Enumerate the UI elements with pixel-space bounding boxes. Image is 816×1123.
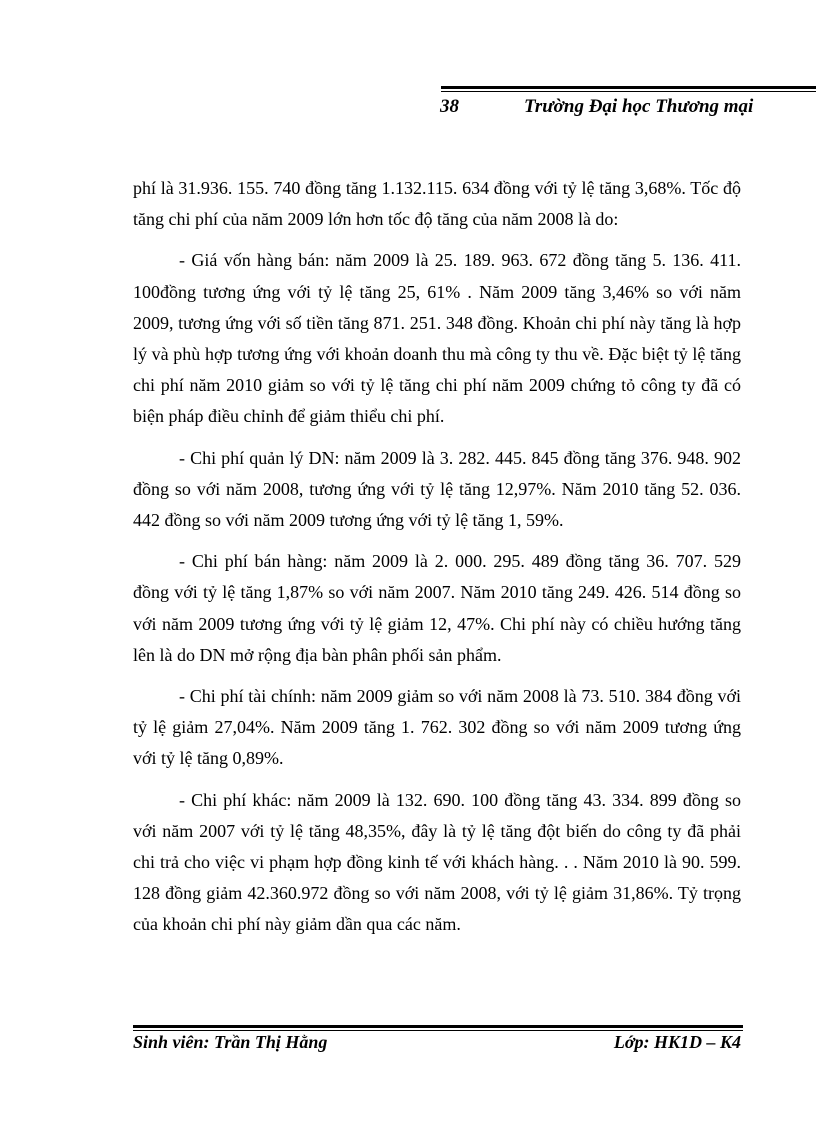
- footer-rule-thin: [133, 1030, 743, 1031]
- footer-rule-thick: [133, 1025, 743, 1028]
- paragraph-intro: phí là 31.936. 155. 740 đồng tăng 1.132.115. 634 đồng với tỷ lệ tăng 3,68%. Tốc độ tăng chi phí của năm 2009 lớn hơn tốc độ tăng của năm 2008 là do:: [133, 178, 741, 230]
- header-rule-thick: [441, 86, 816, 89]
- header-rule-thin: [441, 91, 816, 92]
- paragraph-selling-cost: - Chi phí bán hàng: năm 2009 là 2. 000. 295. 489 đồng tăng 36. 707. 529 đồng với tỷ lệ tăng 1,87% so với năm 2007. Năm 2010 tăng 249. 426. 514 đồng so với năm 2009 tương ứng với tỷ lệ giảm 12, 47%. Chi phí này có chiều hướng tăng lên là do DN mở rộng địa bàn phân phối sản phẩm.: [133, 551, 741, 665]
- paragraph-financial-cost: - Chi phí tài chính: năm 2009 giảm so với năm 2008 là 73. 510. 384 đồng với tỷ lệ giảm 27,04%. Năm 2009 tăng 1. 762. 302 đồng so với năm 2009 tương ứng với tỷ lệ tăng 0,89%.: [133, 686, 741, 769]
- paragraph-cost-of-goods: - Giá vốn hàng bán: năm 2009 là 25. 189. 963. 672 đồng tăng 5. 136. 411. 100đồng tương ứng với tỷ lệ tăng 25, 61% . Năm 2009 tăng 3,46% so với năm 2009, tương ứng với số tiền tăng 871. 251. 348 đồng. Khoản chi phí này tăng là hợp lý và phù hợp tương ứng với khoản doanh thu mà công ty thu về. Đặc biệt tỷ lệ tăng chi phí năm 2010 giảm so với tỷ lệ tăng chi phí năm 2009 chứng tỏ công ty đã có biện pháp điều chỉnh để giảm thiểu chi phí.: [133, 250, 741, 427]
- paragraph-admin-cost: - Chi phí quản lý DN: năm 2009 là 3. 282. 445. 845 đồng tăng 376. 948. 902 đồng so với năm 2008, tương ứng với tỷ lệ tăng 12,97%. Năm 2010 tăng 52. 036. 442 đồng so với năm 2009 tương ứng với tỷ lệ tăng 1, 59%.: [133, 447, 741, 531]
- school-name: Trường Đại học Thương mại: [524, 96, 754, 117]
- footer-student: Sinh viên: Trần Thị Hằng: [133, 1032, 328, 1052]
- page-number: 38: [440, 96, 459, 117]
- document-body: [133, 173, 741, 951]
- paragraph-other-cost: - Chi phí khác: năm 2009 là 132. 690. 100 đồng tăng 43. 334. 899 đồng so với năm 2007 với tỷ lệ tăng 48,35%, đây là tỷ lệ tăng đột biến do công ty đã phải chi trả cho việc vi phạm hợp đồng kinh tế với khách hàng. . . Năm 2010 là 90. 599. 128 đồng giảm 42.360.972 đồng so với năm 2008, với tỷ lệ giảm 31,86%. Tỷ trọng của khoản chi phí này giảm dần qua các năm.: [133, 789, 741, 935]
- footer-class: Lớp: HK1D – K4: [613, 1032, 741, 1052]
